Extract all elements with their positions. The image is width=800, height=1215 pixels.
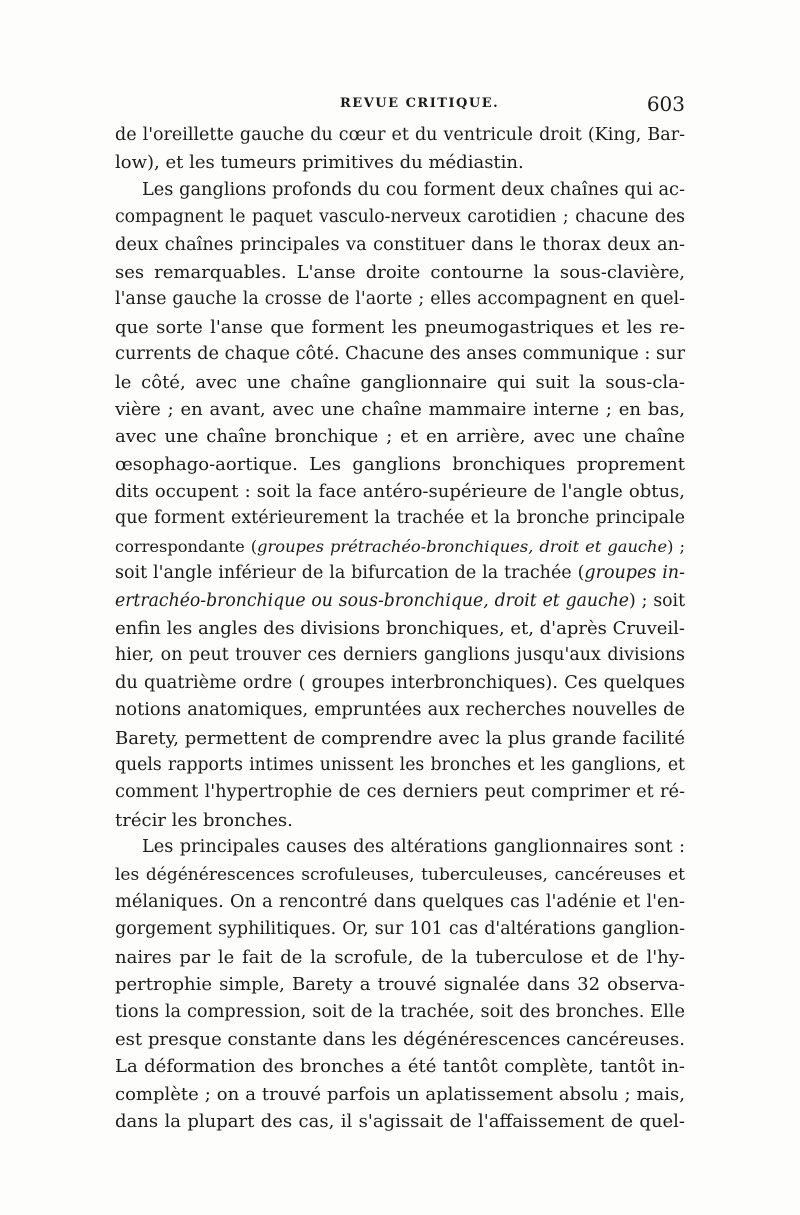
text-line: que forment extérieurement la trachée et la bronche principale bbox=[115, 508, 685, 529]
running-head bbox=[115, 92, 685, 118]
body-text bbox=[115, 122, 685, 1135]
text-line: ertrachéo-bronchique ou sous-bronchique, droit et gauche) ; soit bbox=[115, 590, 685, 611]
text-line: complète ; on a trouvé parfois un aplatissement absolu ; mais, bbox=[115, 1083, 685, 1105]
text-line: l'anse gauche la crosse de l'aorte ; elles accompagnent en quel- bbox=[115, 289, 685, 310]
text-line: Les principales causes des altérations ganglionnaires sont : bbox=[142, 837, 685, 858]
text-line: œsophago-aortique. Les ganglions bronchiques proprement bbox=[115, 453, 685, 475]
text-line: comment l'hypertrophie de ces derniers peut comprimer et ré- bbox=[115, 782, 685, 803]
text-line: vière ; en avant, avec une chaîne mammaire interne ; en bas, bbox=[115, 398, 685, 420]
text-line: les dégénérescences scrofuleuses, tuberculeuses, cancéreuses et bbox=[115, 864, 685, 885]
text-line: quels rapports intimes unissent les bronches et les ganglions, et bbox=[115, 754, 685, 775]
text-line: naires par le fait de la scrofule, de la tuberculose et de l'hy- bbox=[115, 946, 685, 968]
running-title: REVUE CRITIQUE. bbox=[340, 96, 500, 111]
page-number: 603 bbox=[646, 92, 685, 116]
text-line: hier, on peut trouver ces derniers ganglions jusqu'aux divisions bbox=[115, 645, 685, 666]
text-line: gorgement syphilitiques. Or, sur 101 cas d'altérations ganglion- bbox=[115, 919, 685, 940]
text-line: soit l'angle inférieur de la bifurcation de la trachée (groupes in- bbox=[115, 563, 685, 584]
text-line: low), et les tumeurs primitives du médiastin. bbox=[115, 152, 524, 174]
text-line: dans la plupart des cas, il s'agissait de l'affaissement de quel- bbox=[115, 1111, 685, 1133]
text-line: Barety, permettent de comprendre avec la plus grande facilité bbox=[115, 727, 685, 749]
text-line: compagnent le paquet vasculo-nerveux carotidien ; chacune des bbox=[115, 207, 685, 228]
text-line: ses remarquables. L'anse droite contourne la sous-clavière, bbox=[115, 261, 685, 283]
text-line: dits occupent : soit la face antéro-supérieure de l'angle obtus, bbox=[115, 481, 685, 503]
text-line: enfin les angles des divisions bronchiques, et, d'après Cruveil- bbox=[115, 618, 685, 640]
text-line: pertrophie simple, Barety a trouvé signalée dans 32 observa- bbox=[115, 974, 685, 996]
text-line: La déformation des bronches a été tantôt complète, tantôt in- bbox=[115, 1056, 685, 1078]
text-line: avec une chaîne bronchique ; et en arrière, avec une chaîne bbox=[115, 426, 685, 448]
text-line: est presque constante dans les dégénérescences cancéreuses. bbox=[115, 1028, 685, 1050]
text-line: du quatrième ordre ( groupes interbronchiques). Ces quelques bbox=[115, 672, 685, 693]
text-line: mélaniques. On a rencontré dans quelques cas l'adénie et l'en- bbox=[115, 891, 685, 912]
text-line: trécir les bronches. bbox=[115, 809, 293, 831]
text-line: deux chaînes principales va constituer dans le thorax deux an- bbox=[115, 234, 685, 255]
text-line: tions la compression, soit de la trachée, soit des bronches. Elle bbox=[115, 1001, 685, 1022]
text-line: que sorte l'anse que forment les pneumogastriques et les re- bbox=[115, 316, 685, 338]
text-line: correspondante (groupes prétrachéo-bronchiques, droit et gauche) ; bbox=[115, 536, 685, 556]
text-line: currents de chaque côté. Chacune des anses communique : sur bbox=[115, 344, 685, 365]
text-line: notions anatomiques, empruntées aux recherches nouvelles de bbox=[115, 700, 685, 721]
text-line: le côté, avec une chaîne ganglionnaire qui suit la sous-cla- bbox=[115, 371, 685, 393]
text-line: de l'oreillette gauche du cœur et du ventricule droit (King, Bar- bbox=[115, 125, 685, 145]
text-line: Les ganglions profonds du cou forment deux chaînes qui ac- bbox=[142, 179, 685, 200]
